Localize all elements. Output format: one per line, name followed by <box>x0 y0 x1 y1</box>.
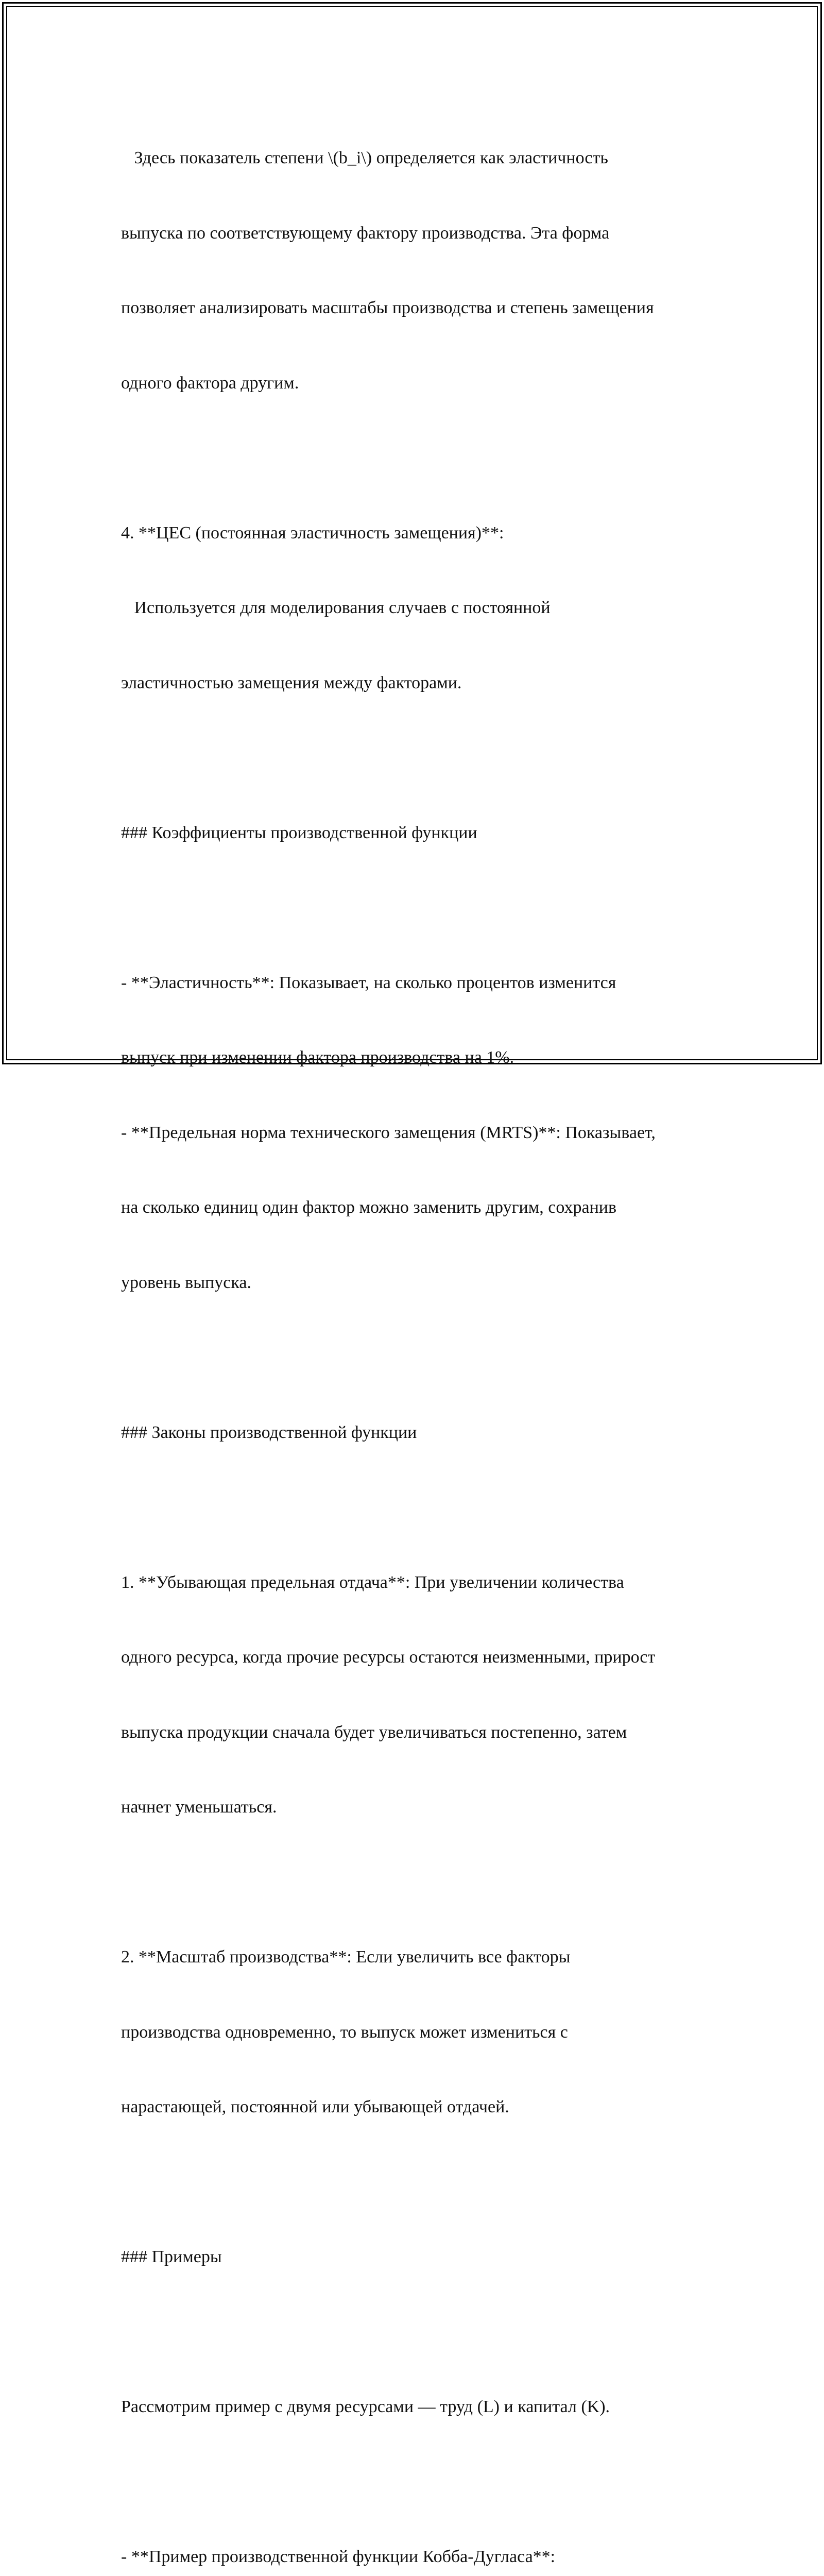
list-item-cobb-douglas-example <box>121 2495 718 2576</box>
text-line: эластичностью замещения между факторами. <box>121 673 462 692</box>
heading-text: ### Примеры <box>121 2247 222 2266</box>
paragraph-example-intro <box>121 2345 718 2470</box>
paragraph-b-i-explanation <box>121 96 718 446</box>
list-item-ces <box>121 471 718 746</box>
text-line: 2. **Масштаб производства**: Если увеличить все факторы <box>121 1947 571 1967</box>
text-line: - **Пример производственной функции Кобба-Дугласа**: <box>121 2547 556 2566</box>
text-line: выпуска по соответствующему фактору производства. Эта форма <box>121 223 610 243</box>
list-item-diminishing-returns <box>121 1520 718 1870</box>
heading-examples <box>121 2195 718 2320</box>
document-body <box>121 96 718 2576</box>
heading-laws <box>121 1370 718 1496</box>
text-line: выпуска продукции сначала будет увеличиваться постепенно, затем <box>121 1722 627 1742</box>
list-coefficients <box>121 921 718 1346</box>
text-line: на сколько единиц один фактор можно заменить другим, сохранив <box>121 1198 617 1217</box>
list-item-scale <box>121 1895 718 2170</box>
text-line: 4. **ЦЕС (постоянная эластичность замещения)**: <box>121 523 504 543</box>
text-line: нарастающей, постоянной или убывающей отдачей. <box>121 2097 509 2116</box>
text-line: Здесь показатель степени \(b_i\) определяется как эластичность <box>121 148 608 167</box>
text-line: начнет уменьшаться. <box>121 1798 277 1817</box>
text-line: одного ресурса, когда прочие ресурсы остаются неизменными, прирост <box>121 1648 656 1667</box>
text-line: Используется для моделирования случаев с постоянной <box>121 598 551 617</box>
text-line: производства одновременно, то выпуск может измениться с <box>121 2022 568 2042</box>
text-line: - **Эластичность**: Показывает, на сколько процентов изменится <box>121 973 616 992</box>
text-line: - **Предельная норма технического замещения (MRTS)**: Показывает, <box>121 1123 656 1142</box>
text-line: 1. **Убывающая предельная отдача**: При увеличении количества <box>121 1572 624 1592</box>
text-line: уровень выпуска. <box>121 1273 251 1292</box>
heading-coefficients <box>121 771 718 896</box>
text-line: одного фактора другим. <box>121 373 299 393</box>
text-line: выпуск при изменении фактора производства на 1%. <box>121 1048 514 1067</box>
text-line: позволяет анализировать масштабы производства и степень замещения <box>121 298 654 317</box>
heading-text: ### Коэффициенты производственной функции <box>121 823 477 842</box>
text-line: Рассмотрим пример с двумя ресурсами — труд (L) и капитал (K). <box>121 2397 610 2416</box>
heading-text: ### Законы производственной функции <box>121 1422 417 1442</box>
